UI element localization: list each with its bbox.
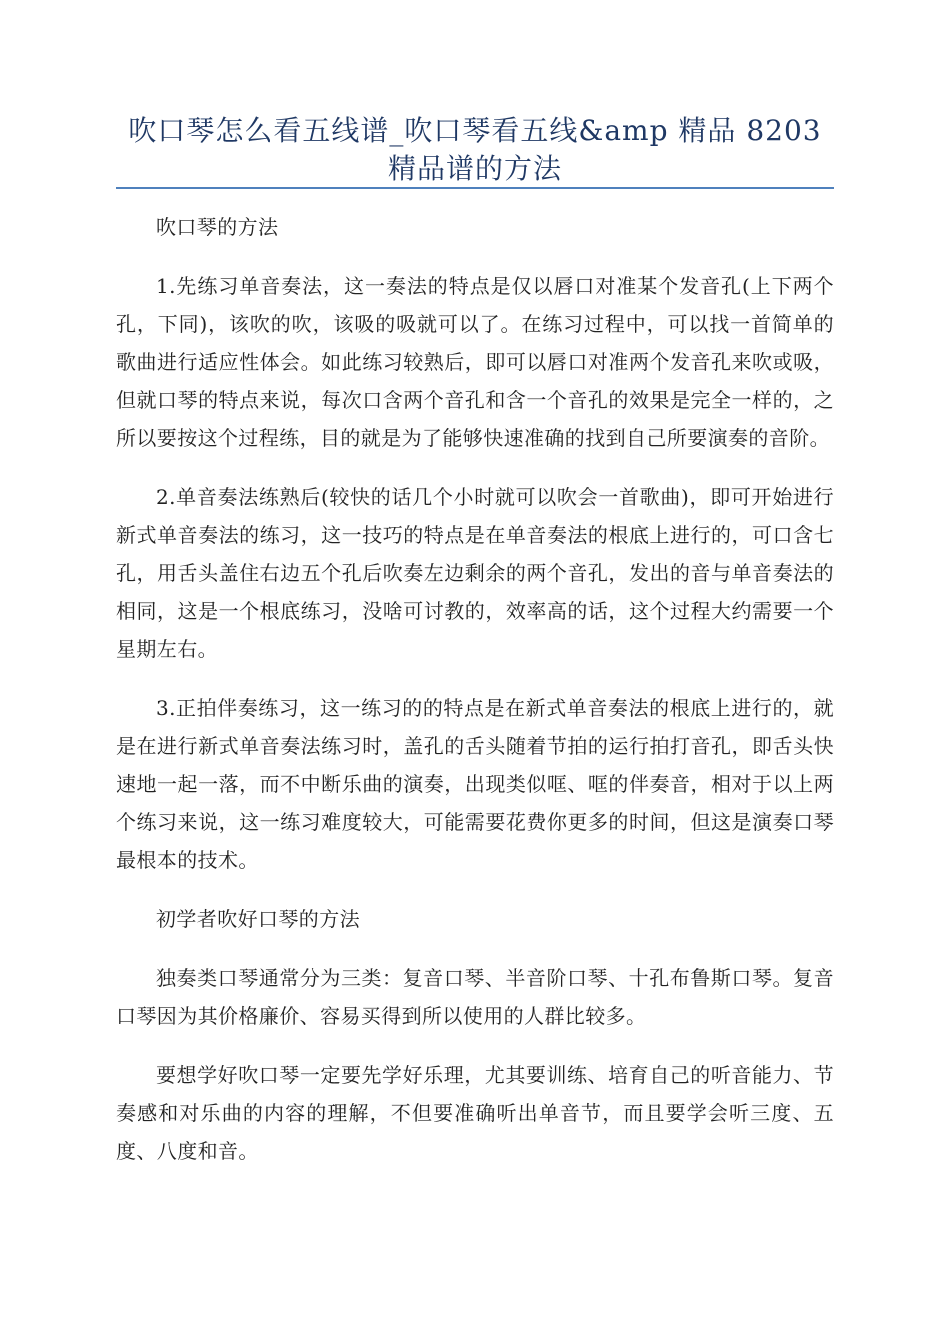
- body-paragraph: 要想学好吹口琴一定要先学好乐理，尤其要训练、培育自己的听音能力、节奏感和对乐曲的内容的理解，不但要准确听出单音节，而且要学会听三度、五度、八度和音。: [116, 1063, 834, 1163]
- body-paragraph: 独奏类口琴通常分为三类：复音口琴、半音阶口琴、十孔布鲁斯口琴。复音口琴因为其价格廉价、容易买得到所以使用的人群比较多。: [116, 966, 834, 1028]
- body-paragraph: 3.正拍伴奏练习，这一练习的的特点是在新式单音奏法的根底上进行的，就是在进行新式单音奏法练习时，盖孔的舌头随着节拍的运行拍打音孔，即舌头快速地一起一落，而不中断乐曲的演奏，出现类似哐、哐的伴奏音，相对于以上两个练习来说，这一练习难度较大，可能需要花费你更多的时间，但这是演奏口琴最根本的技术。: [116, 696, 834, 872]
- document-body: [116, 208, 834, 1191]
- body-paragraph: 2.单音奏法练熟后(较快的话几个小时就可以吹会一首歌曲)，即可开始进行新式单音奏法的练习，这一技巧的特点是在单音奏法的根底上进行的，可口含七孔，用舌头盖住右边五个孔后吹奏左边剩余的两个音孔，发出的音与单音奏法的相同，这是一个根底练习，没啥可讨教的，效率高的话，这个过程大约需要一个星期左右。: [116, 485, 834, 661]
- section-heading: 初学者吹好口琴的方法: [156, 907, 360, 931]
- body-paragraph: 1.先练习单音奏法，这一奏法的特点是仅以唇口对准某个发音孔(上下两个孔，下同)，该吹的吹，该吸的吸就可以了。在练习过程中，可以找一首简单的歌曲进行适应性体会。如此练习较熟后，即可以唇口对准两个发音孔来吹或吸，但就口琴的特点来说，每次口含两个音孔和含一个音孔的效果是完全一样的，之所以要按这个过程练，目的就是为了能够快速准确的找到自己所要演奏的音阶。: [116, 274, 834, 450]
- title-underline: [116, 187, 834, 189]
- section-heading: 吹口琴的方法: [156, 215, 279, 239]
- document-title: 吹口琴怎么看五线谱_吹口琴看五线&amp 精品 8203 精品谱的方法: [128, 114, 822, 185]
